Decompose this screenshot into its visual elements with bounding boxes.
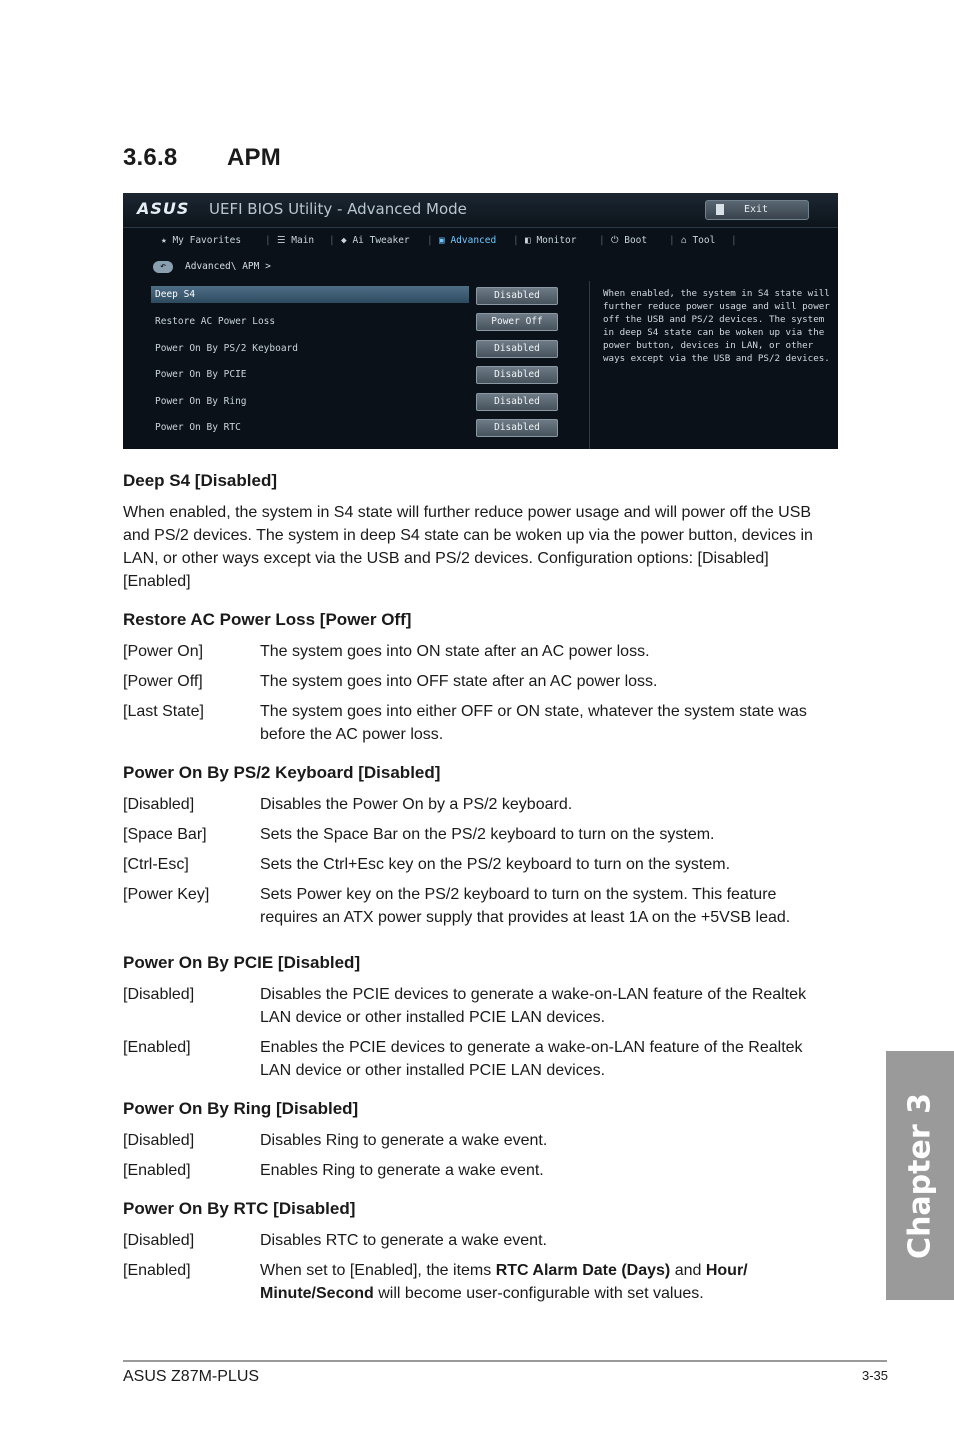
bios-screenshot — [123, 193, 838, 449]
tab-boot[interactable]: ⏻ Boot — [611, 235, 648, 246]
option-name: [Power Key] — [123, 886, 210, 903]
option-name: [Power On] — [123, 643, 204, 660]
ring-heading: Power On By Ring [Disabled] — [123, 1099, 359, 1118]
option-name: [Enabled] — [123, 1262, 191, 1279]
bios-app-title: UEFI BIOS Utility - Advanced Mode — [209, 200, 467, 218]
tab-monitor[interactable]: ◧ Monitor — [525, 235, 577, 246]
back-icon[interactable]: ↶ — [153, 261, 173, 273]
asus-logo: ASUS — [137, 199, 190, 218]
option-desc: Disables the Power On by a PS/2 keyboard. — [260, 796, 573, 813]
exit-button[interactable] — [705, 200, 809, 220]
tab-advanced[interactable]: ▣ Advanced — [439, 235, 497, 246]
rtc-heading: Power On By RTC [Disabled] — [123, 1199, 356, 1218]
option-desc: Sets the Ctrl+Esc key on the PS/2 keyboard to turn on the system. — [260, 856, 731, 873]
option-desc: Enables Ring to generate a wake event. — [260, 1162, 544, 1179]
option-name: [Disabled] — [123, 796, 195, 813]
bios-item-ring[interactable]: Power On By Ring — [155, 396, 247, 407]
option-name: [Enabled] — [123, 1039, 191, 1056]
option-desc: Sets Power key on the PS/2 keyboard to turn on the system. This feature requires an ATX power supply that provides at least 1A on the +5VSB lead. — [260, 886, 791, 926]
option-name: [Last State] — [123, 703, 204, 720]
option-desc: The system goes into OFF state after an AC power loss. — [260, 673, 658, 690]
option-name: [Disabled] — [123, 1132, 195, 1149]
tab-main[interactable]: ☰ Main — [277, 235, 315, 246]
bios-value-ring[interactable]: Disabled — [476, 393, 558, 411]
section-name: APM — [227, 144, 281, 171]
pcie-heading: Power On By PCIE [Disabled] — [123, 953, 361, 972]
bios-value-deep-s4[interactable]: Disabled — [476, 287, 558, 305]
option-name: [Enabled] — [123, 1162, 191, 1179]
section-number: 3.6.8 — [123, 144, 178, 171]
footer-page-number: 3-35 — [861, 1368, 888, 1383]
option-desc: When set to [Enabled], the items RTC Alarm Date (Days) and Hour/ Minute/Second will become user-configurable with set values. — [260, 1262, 748, 1302]
ps2-heading: Power On By PS/2 Keyboard [Disabled] — [123, 763, 441, 782]
chapter-tab-label: Chapter 3 — [902, 1092, 938, 1259]
bios-breadcrumb: Advanced\ APM > — [185, 261, 271, 272]
bios-value-pcie[interactable]: Disabled — [476, 366, 558, 384]
tab-ai-tweaker[interactable]: ◆ Ai Tweaker — [341, 235, 410, 246]
bios-item-pcie[interactable]: Power On By PCIE — [155, 369, 247, 380]
deep-s4-heading: Deep S4 [Disabled] — [123, 471, 277, 490]
option-desc: Disables Ring to generate a wake event. — [260, 1132, 548, 1149]
bios-item-restore-ac[interactable]: Restore AC Power Loss — [155, 316, 276, 327]
option-desc: Disables the PCIE devices to generate a wake-on-LAN feature of the Realtek LAN device or other installed PCIE LAN devices. — [260, 986, 807, 1026]
bios-value-rtc[interactable]: Disabled — [476, 419, 558, 437]
footer-divider — [123, 1360, 887, 1362]
bios-value-ps2-keyboard[interactable]: Disabled — [476, 340, 558, 358]
restore-ac-heading: Restore AC Power Loss [Power Off] — [123, 610, 412, 629]
option-desc: The system goes into ON state after an AC power loss. — [260, 643, 650, 660]
option-name: [Power Off] — [123, 673, 203, 690]
tab-tool[interactable]: ⌂ Tool — [681, 235, 716, 246]
bios-item-rtc[interactable]: Power On By RTC — [155, 422, 241, 433]
footer-product: ASUS Z87M-PLUS — [123, 1368, 260, 1385]
option-name: [Ctrl-Esc] — [123, 856, 189, 873]
exit-icon — [716, 204, 724, 215]
option-desc: The system goes into either OFF or ON state, whatever the system state was before the AC power loss. — [260, 703, 807, 743]
exit-label: Exit — [744, 204, 769, 215]
option-desc: Disables RTC to generate a wake event. — [260, 1232, 547, 1249]
chapter-tab — [886, 1051, 954, 1300]
bios-titlebar — [123, 193, 838, 228]
option-name: [Disabled] — [123, 1232, 195, 1249]
bios-divider — [589, 281, 590, 449]
bios-nav: ★ My Favorites | ☰ Main | ◆ Ai Tweaker | ▣ Advanced | ◧ Monitor | ⏻ Boot | ⌂ Tool | — [161, 235, 737, 246]
bios-help-text: When enabled, the system in S4 state will further reduce power usage and will power off the USB and PS/2 devices. The system in deep S4 state can be woken up via the power button, devices in LAN, or other ways except via the USB and PS/2 devices. — [603, 288, 830, 364]
bios-item-ps2-keyboard[interactable]: Power On By PS/2 Keyboard — [155, 343, 298, 354]
deep-s4-text: When enabled, the system in S4 state will further reduce power usage and will power off the USB and PS/2 devices. The system in deep S4 state can be woken up via the power button, devices in LAN, or other ways except via the USB and PS/2 devices. Configuration options: [Disabled] [Enabled] — [123, 504, 813, 590]
option-desc: Sets the Space Bar on the PS/2 keyboard to turn on the system. — [260, 826, 715, 843]
bios-value-restore-ac[interactable]: Power Off — [476, 313, 558, 331]
option-name: [Space Bar] — [123, 826, 207, 843]
section-title — [123, 144, 281, 172]
option-name: [Disabled] — [123, 986, 195, 1003]
option-desc: Enables the PCIE devices to generate a wake-on-LAN feature of the Realtek LAN device or other installed PCIE LAN devices. — [260, 1039, 803, 1079]
bios-item-deep-s4[interactable]: Deep S4 — [151, 286, 469, 303]
tab-my-favorites[interactable]: ★ My Favorites — [161, 235, 242, 246]
